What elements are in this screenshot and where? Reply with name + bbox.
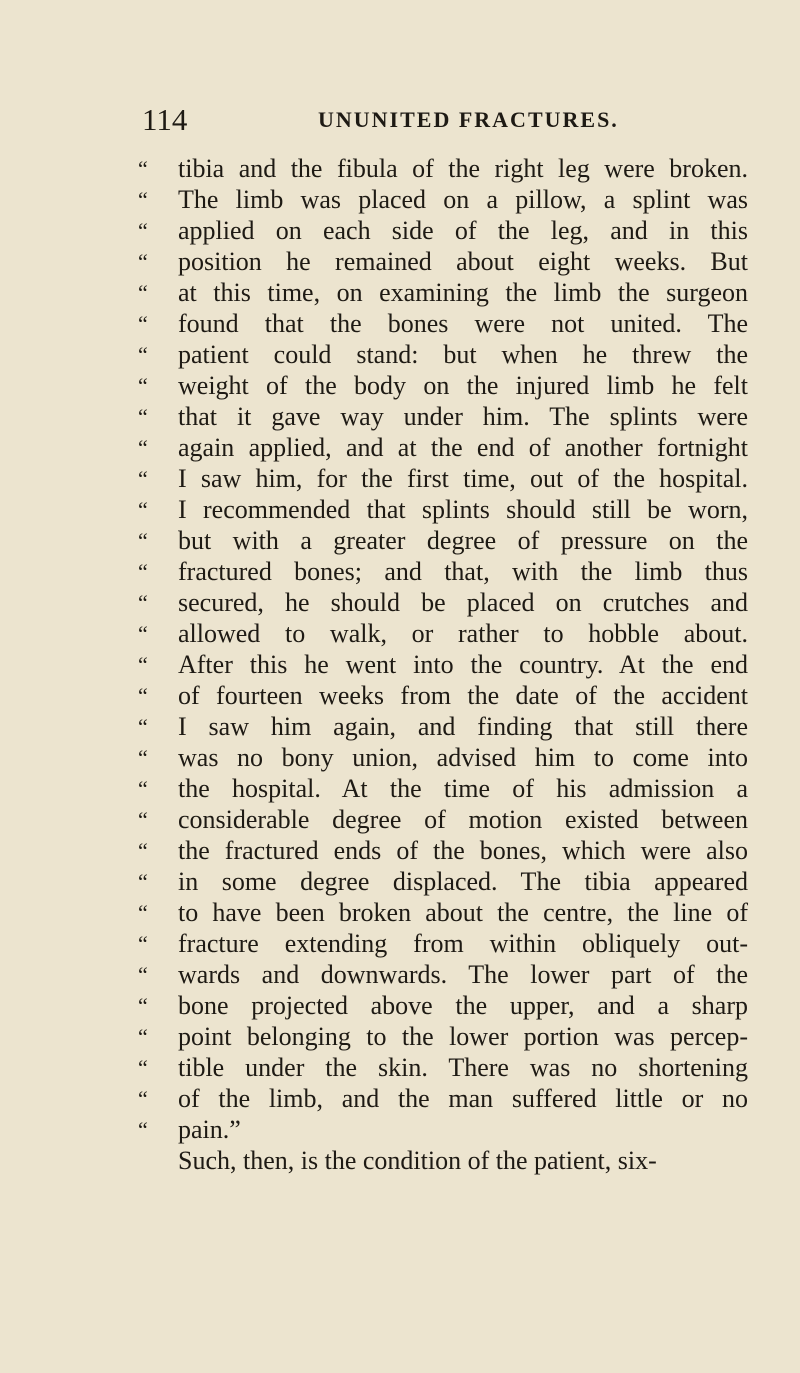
line-text: of the limb, and the man suffered little or no bbox=[178, 1084, 748, 1113]
line-text: tibia and the fibula of the right leg were broken. bbox=[178, 154, 748, 183]
text-line bbox=[138, 711, 748, 742]
text-line bbox=[138, 773, 748, 804]
text-line bbox=[138, 897, 748, 928]
quote-mark: “ bbox=[138, 218, 148, 243]
text-line bbox=[138, 649, 748, 680]
quote-mark: “ bbox=[138, 1086, 148, 1111]
line-text: considerable degree of motion existed between bbox=[178, 805, 748, 834]
running-head bbox=[142, 100, 742, 140]
line-text: position he remained about eight weeks. But bbox=[178, 247, 748, 276]
quote-mark: “ bbox=[138, 869, 148, 894]
text-line bbox=[138, 835, 748, 866]
quote-mark: “ bbox=[138, 683, 148, 708]
line-text: bone projected above the upper, and a sharp bbox=[178, 991, 748, 1020]
text-line bbox=[138, 742, 748, 773]
line-text: of fourteen weeks from the date of the accident bbox=[178, 681, 748, 710]
quote-mark: “ bbox=[138, 714, 148, 739]
line-text: wards and downwards. The lower part of the bbox=[178, 960, 748, 989]
quote-mark: “ bbox=[138, 559, 148, 584]
quote-mark: “ bbox=[138, 1024, 148, 1049]
line-text: tible under the skin. There was no shortening bbox=[178, 1053, 748, 1082]
quote-mark: “ bbox=[138, 497, 148, 522]
body-text bbox=[138, 153, 748, 1176]
line-text: I recommended that splints should still be worn, bbox=[178, 495, 748, 524]
quote-mark: “ bbox=[138, 993, 148, 1018]
text-line bbox=[138, 184, 748, 215]
line-text: was no bony union, advised him to come into bbox=[178, 743, 748, 772]
line-text: fractured bones; and that, with the limb thus bbox=[178, 557, 748, 586]
quote-mark: “ bbox=[138, 404, 148, 429]
text-line bbox=[138, 680, 748, 711]
line-text: I saw him, for the first time, out of the hospital. bbox=[178, 464, 748, 493]
text-line bbox=[138, 587, 748, 618]
line-text: that it gave way under him. The splints were bbox=[178, 402, 748, 431]
line-text: Such, then, is the condition of the patient, six- bbox=[178, 1146, 657, 1175]
final-line bbox=[138, 1145, 748, 1176]
text-line bbox=[138, 1114, 748, 1145]
line-text: allowed to walk, or rather to hobble about. bbox=[178, 619, 748, 648]
text-line bbox=[138, 277, 748, 308]
quote-mark: “ bbox=[138, 652, 148, 677]
line-text: the fractured ends of the bones, which were also bbox=[178, 836, 748, 865]
text-line bbox=[138, 959, 748, 990]
quote-mark: “ bbox=[138, 342, 148, 367]
quote-mark: “ bbox=[138, 435, 148, 460]
line-text: at this time, on examining the limb the surgeon bbox=[178, 278, 748, 307]
line-text: in some degree displaced. The tibia appeared bbox=[178, 867, 748, 896]
quote-mark: “ bbox=[138, 900, 148, 925]
text-line bbox=[138, 370, 748, 401]
text-line bbox=[138, 804, 748, 835]
quote-mark: “ bbox=[138, 373, 148, 398]
line-text: The limb was placed on a pillow, a splint was bbox=[178, 185, 748, 214]
text-line bbox=[138, 990, 748, 1021]
quote-mark: “ bbox=[138, 962, 148, 987]
quote-mark: “ bbox=[138, 745, 148, 770]
quote-mark: “ bbox=[138, 838, 148, 863]
quote-mark: “ bbox=[138, 528, 148, 553]
text-line bbox=[138, 215, 748, 246]
line-text: applied on each side of the leg, and in this bbox=[178, 216, 748, 245]
quote-mark: “ bbox=[138, 931, 148, 956]
quote-mark: “ bbox=[138, 1117, 148, 1142]
quote-mark: “ bbox=[138, 187, 148, 212]
line-text: to have been broken about the centre, the line of bbox=[178, 898, 748, 927]
text-line bbox=[138, 618, 748, 649]
text-line bbox=[138, 494, 748, 525]
page-number: 114 bbox=[142, 102, 188, 137]
text-line bbox=[138, 525, 748, 556]
text-line bbox=[138, 556, 748, 587]
text-line bbox=[138, 463, 748, 494]
line-text: pain.” bbox=[178, 1115, 241, 1144]
text-line bbox=[138, 432, 748, 463]
quote-mark: “ bbox=[138, 311, 148, 336]
line-text: fracture extending from within obliquely out- bbox=[178, 929, 748, 958]
line-text: I saw him again, and finding that still there bbox=[178, 712, 748, 741]
text-line bbox=[138, 401, 748, 432]
text-line bbox=[138, 1052, 748, 1083]
line-text: found that the bones were not united. The bbox=[178, 309, 748, 338]
line-text: After this he went into the country. At the end bbox=[178, 650, 748, 679]
quote-mark: “ bbox=[138, 1055, 148, 1080]
line-text: but with a greater degree of pressure on the bbox=[178, 526, 748, 555]
quote-mark: “ bbox=[138, 280, 148, 305]
quote-mark: “ bbox=[138, 156, 148, 181]
text-line bbox=[138, 1083, 748, 1114]
text-line bbox=[138, 1021, 748, 1052]
line-text: the hospital. At the time of his admission a bbox=[178, 774, 748, 803]
line-text: patient could stand: but when he threw the bbox=[178, 340, 748, 369]
text-line bbox=[138, 866, 748, 897]
quote-mark: “ bbox=[138, 621, 148, 646]
text-line bbox=[138, 246, 748, 277]
line-text: weight of the body on the injured limb he felt bbox=[178, 371, 748, 400]
line-text: point belonging to the lower portion was percep- bbox=[178, 1022, 748, 1051]
line-text: secured, he should be placed on crutches and bbox=[178, 588, 748, 617]
text-line bbox=[138, 308, 748, 339]
text-line bbox=[138, 153, 748, 184]
running-title: UNUNITED FRACTURES. bbox=[318, 107, 619, 132]
quote-mark: “ bbox=[138, 807, 148, 832]
line-text: again applied, and at the end of another fortnight bbox=[178, 433, 748, 462]
quote-mark: “ bbox=[138, 249, 148, 274]
quote-mark: “ bbox=[138, 466, 148, 491]
text-line bbox=[138, 928, 748, 959]
quote-mark: “ bbox=[138, 776, 148, 801]
quote-mark: “ bbox=[138, 590, 148, 615]
text-line bbox=[138, 339, 748, 370]
